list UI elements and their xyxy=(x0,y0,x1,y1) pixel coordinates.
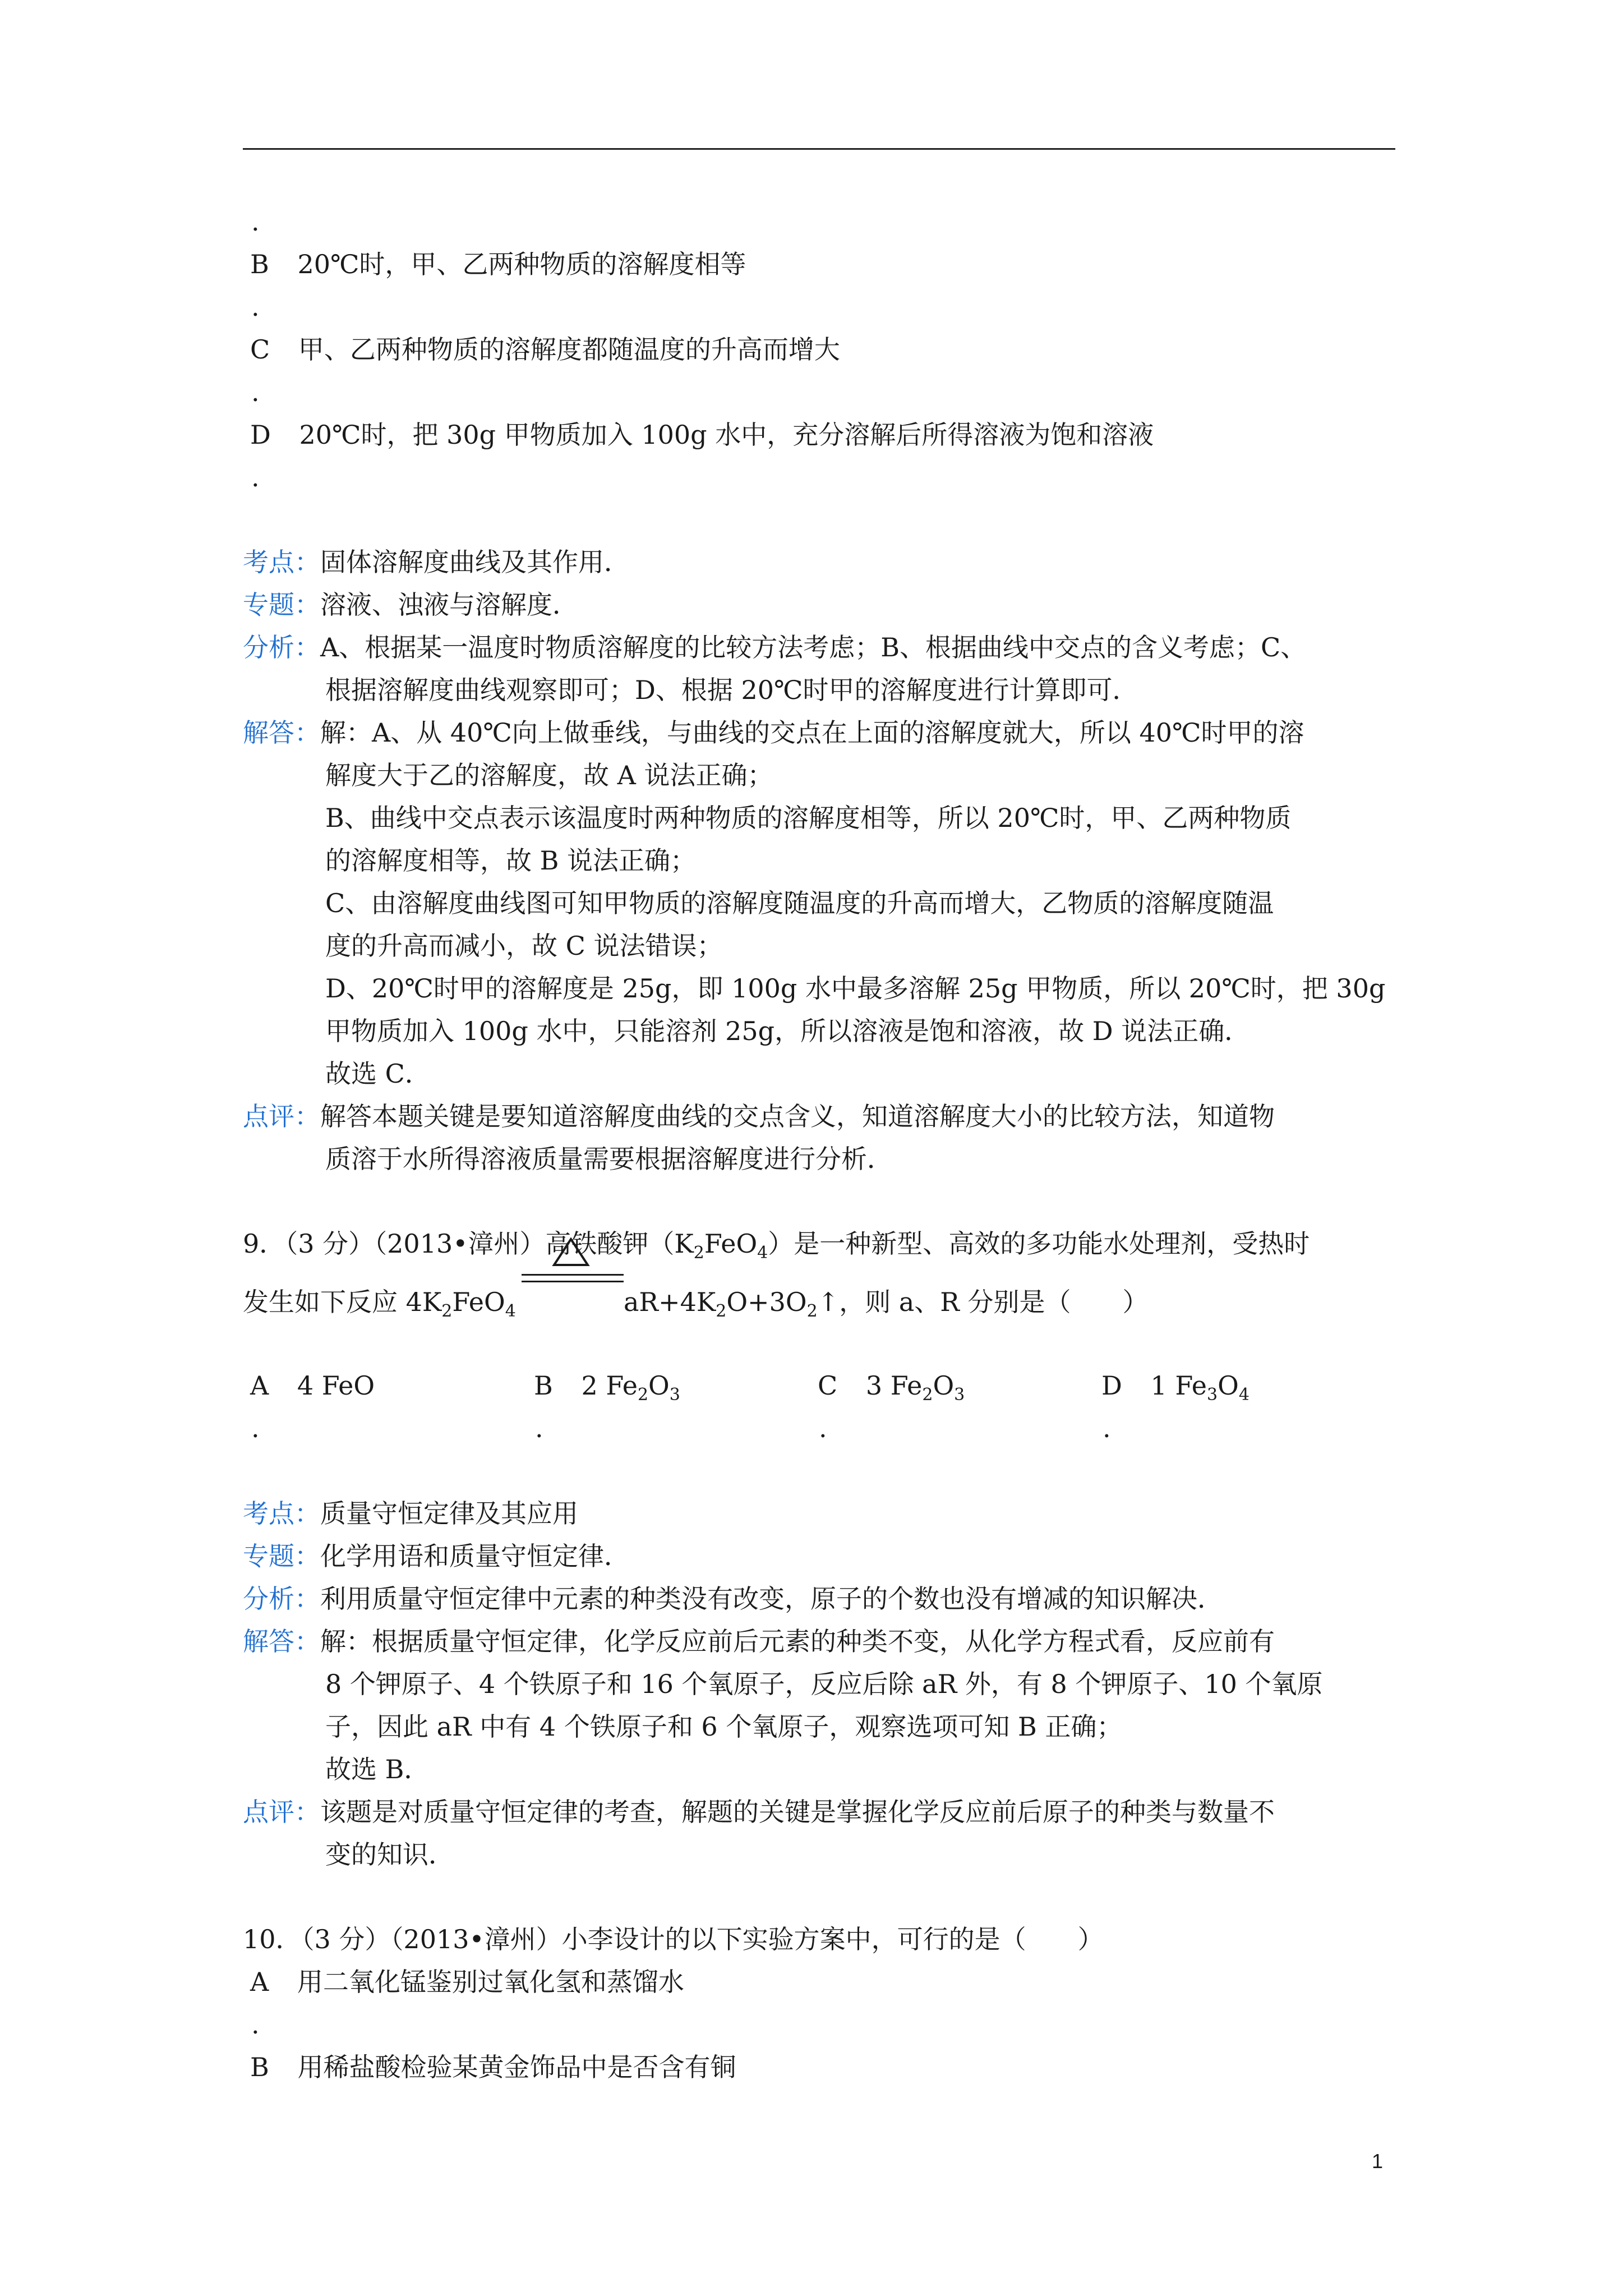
option-letter: D xyxy=(250,420,271,450)
q9-option-d xyxy=(1101,1370,1249,1405)
jieda-text: 解：根据质量守恒定律，化学反应前后元素的种类不变，从化学方程式看，反应前有 xyxy=(320,1626,1275,1657)
q9-dianping xyxy=(243,1799,1275,1825)
q8-jieda-line3: B、曲线中交点表示该温度时两种物质的溶解度相等，所以 20℃时，甲、乙两种物质 xyxy=(325,803,1292,833)
q8-option-d xyxy=(250,422,1154,448)
zhuanti-label: 专题： xyxy=(243,1541,320,1571)
option-dot: . xyxy=(251,206,260,237)
option-letter: A xyxy=(250,1370,269,1401)
subscript: 3 xyxy=(954,1385,965,1405)
jieda-label: 解答： xyxy=(243,717,320,748)
kaodian-text: 固体溶解度曲线及其作用． xyxy=(320,547,630,577)
option-letter: D xyxy=(1101,1370,1122,1401)
q9-stem-line2-right xyxy=(624,1287,1149,1321)
kaodian-label: 考点： xyxy=(243,1498,320,1529)
q10-stem: 10．（3 分）（2013•漳州）小李设计的以下实验方案中，可行的是（ ） xyxy=(243,1924,1104,1954)
stem-text: ↑，则 a、R 分别是（ ） xyxy=(817,1287,1149,1317)
q8-fenxi xyxy=(243,634,1306,660)
dianping-label: 点评： xyxy=(243,1101,320,1131)
q9-option-c xyxy=(818,1370,965,1405)
option-text: O xyxy=(648,1370,670,1401)
option-dot: . xyxy=(251,1413,260,1443)
option-letter: C xyxy=(250,334,270,365)
q10-option-a xyxy=(250,1969,684,1995)
option-dot: . xyxy=(251,377,260,407)
fenxi-label: 分析： xyxy=(243,632,320,662)
stem-text: FeO xyxy=(704,1228,758,1259)
option-text: 20℃时，甲、乙两种物质的溶解度相等 xyxy=(297,249,746,279)
option-dot: . xyxy=(251,2009,260,2040)
equation-bar xyxy=(522,1274,624,1276)
stem-text: O+3O xyxy=(726,1287,807,1317)
q10-option-b xyxy=(250,2054,736,2080)
q9-kaodian xyxy=(243,1498,578,1529)
stem-text: FeO xyxy=(452,1287,505,1317)
option-dot: . xyxy=(251,292,260,322)
subscript: 2 xyxy=(693,1243,704,1263)
q8-zhuanti xyxy=(243,592,578,618)
fenxi-label: 分析： xyxy=(243,1584,320,1614)
option-letter: B xyxy=(534,1370,553,1401)
option-letter: B xyxy=(250,249,269,279)
option-letter: B xyxy=(250,2052,269,2082)
q8-jieda-line5: C、由溶解度曲线图可知甲物质的溶解度随温度的升高而增大，乙物质的溶解度随温 xyxy=(325,888,1274,918)
option-text: 用稀盐酸检验某黄金饰品中是否含有铜 xyxy=(297,2052,736,2082)
fenxi-text: A、根据某一温度时物质溶解度的比较方法考虑；B、根据曲线中交点的含义考虑；C、 xyxy=(320,632,1307,662)
option-dot: . xyxy=(535,1413,543,1443)
stem-text: 发生如下反应 4K xyxy=(243,1287,442,1317)
q8-fenxi-line2: 根据溶解度曲线观察即可；D、根据 20℃时甲的溶解度进行计算即可． xyxy=(325,675,1138,705)
subscript: 2 xyxy=(441,1301,453,1321)
q8-option-c xyxy=(250,334,840,365)
option-text: 甲、乙两种物质的溶解度都随温度的升高而增大 xyxy=(298,334,840,365)
q8-jieda-line8: 甲物质加入 100g 水中，只能溶剂 25g，所以溶液是饱和溶液，故 D 说法正确． xyxy=(325,1016,1251,1046)
subscript: 3 xyxy=(669,1385,680,1405)
q8-jieda-line9: 故选 C． xyxy=(325,1059,431,1089)
jieda-text: 解：A、从 40℃向上做垂线，与曲线的交点在上面的溶解度就大，所以 40℃时甲的溶 xyxy=(320,717,1304,748)
option-text: 3 Fe xyxy=(865,1370,923,1401)
heat-triangle-icon xyxy=(552,1237,590,1267)
q9-stem-line1 xyxy=(243,1228,1310,1263)
option-text: 用二氧化锰鉴别过氧化氢和蒸馏水 xyxy=(297,1967,684,1997)
subscript: 2 xyxy=(922,1385,933,1405)
option-dot: . xyxy=(819,1413,827,1443)
option-text: 2 Fe xyxy=(581,1370,638,1401)
zhuanti-text: 化学用语和质量守恒定律． xyxy=(320,1541,630,1571)
dianping-text: 该题是对质量守恒定律的考查，解题的关键是掌握化学反应前后原子的种类与数量不 xyxy=(320,1797,1275,1827)
subscript: 3 xyxy=(1207,1385,1218,1405)
dianping-label: 点评： xyxy=(243,1797,320,1827)
equation-bar xyxy=(522,1281,624,1282)
q9-jieda xyxy=(243,1626,1275,1657)
option-text: 4 FeO xyxy=(297,1370,375,1401)
dianping-text: 解答本题关键是要知道溶解度曲线的交点含义，知道溶解度大小的比较方法，知道物 xyxy=(320,1101,1275,1131)
q9-option-b xyxy=(534,1370,680,1405)
q9-fenxi xyxy=(243,1586,1223,1612)
q8-jieda-line6: 度的升高而减小，故 C 说法错误； xyxy=(325,931,723,961)
q9-stem-line2-left xyxy=(243,1287,516,1321)
q9-option-a xyxy=(250,1370,375,1401)
q8-jieda-line4: 的溶解度相等，故 B 说法正确； xyxy=(325,845,697,876)
zhuanti-text: 溶液、浊液与溶解度． xyxy=(320,590,578,620)
kaodian-label: 考点： xyxy=(243,547,320,577)
q8-jieda-line7: D、20℃时甲的溶解度是 25g，即 100g 水中最多溶解 25g 甲物质，所以 20℃时，把 30g xyxy=(325,973,1386,1004)
subscript: 4 xyxy=(505,1301,516,1321)
jieda-label: 解答： xyxy=(243,1626,320,1657)
q8-jieda xyxy=(243,717,1304,748)
option-dot: . xyxy=(251,462,260,493)
q8-dianping xyxy=(243,1103,1275,1129)
subscript: 4 xyxy=(1238,1385,1249,1405)
fenxi-text: 利用质量守恒定律中元素的种类没有改变，原子的个数也没有增减的知识解决． xyxy=(320,1584,1223,1614)
q9-jieda-line2: 8 个钾原子、4 个铁原子和 16 个氧原子，反应后除 aR 外，有 8 个钾原子、10 个氧原 xyxy=(325,1669,1323,1699)
zhuanti-label: 专题： xyxy=(243,590,320,620)
q9-jieda-line4: 故选 B． xyxy=(325,1754,430,1784)
option-text: 20℃时，把 30g 甲物质加入 100g 水中，充分溶解后所得溶液为饱和溶液 xyxy=(299,420,1154,450)
page-number: 1 xyxy=(1372,2150,1384,2173)
q8-option-b xyxy=(250,251,746,277)
subscript: 4 xyxy=(757,1243,768,1263)
option-dot: . xyxy=(1103,1413,1111,1443)
q9-dianping-line2: 变的知识． xyxy=(325,1839,454,1870)
header-rule xyxy=(243,148,1395,150)
q8-kaodian xyxy=(243,549,630,575)
option-letter: C xyxy=(818,1370,838,1401)
q9-jieda-line3: 子，因此 aR 中有 4 个铁原子和 6 个氧原子，观察选项可知 B 正确； xyxy=(325,1711,1123,1742)
subscript: 2 xyxy=(716,1301,727,1321)
subscript: 2 xyxy=(637,1385,649,1405)
option-text: O xyxy=(1218,1370,1239,1401)
stem-text: aR+4K xyxy=(624,1287,716,1317)
kaodian-text: 质量守恒定律及其应用 xyxy=(320,1498,578,1529)
q8-dianping-line2: 质溶于水所得溶液质量需要根据溶解度进行分析． xyxy=(325,1144,893,1174)
option-text: O xyxy=(933,1370,955,1401)
option-text: 1 Fe xyxy=(1150,1370,1207,1401)
stem-text: 9．（3 分）（2013•漳州）高铁酸钾（K xyxy=(243,1228,694,1259)
q9-zhuanti xyxy=(243,1543,630,1569)
stem-text: ）是一种新型、高效的多功能水处理剂，受热时 xyxy=(768,1228,1310,1259)
q8-jieda-line2: 解度大于乙的溶解度，故 A 说法正确； xyxy=(325,760,773,790)
option-letter: A xyxy=(250,1967,269,1997)
subscript: 2 xyxy=(806,1301,818,1321)
